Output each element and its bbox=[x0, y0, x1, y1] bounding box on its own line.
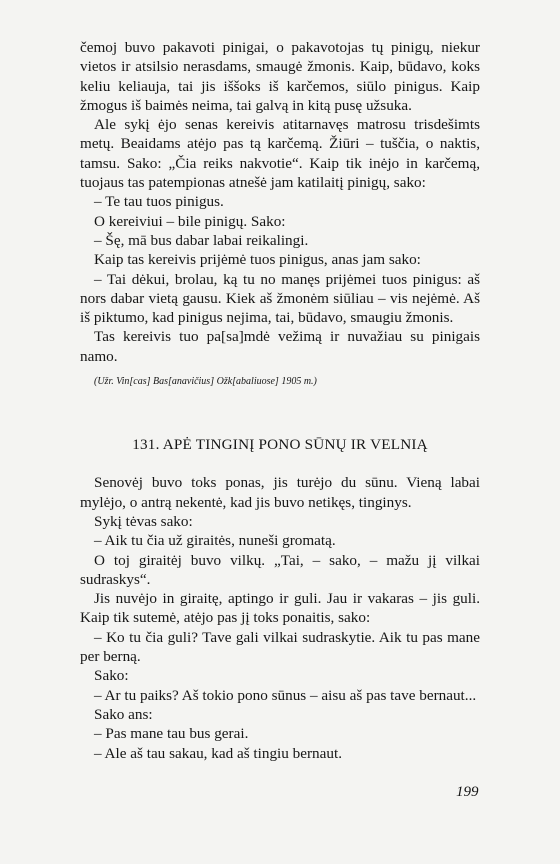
page-number: 199 bbox=[456, 784, 479, 800]
source-note: (Užr. Vin[cas] Bas[anavičius] Ožk[abaliuose] 1905 m.) bbox=[94, 376, 317, 388]
paragraph: – Ko tu čia guli? Tave gali vilkai sudraskytie. Aik tu pas mane per berną. bbox=[80, 628, 480, 666]
paragraph: – Tai dėkui, brolau, ką tu no manęs prijėmei tuos pinigus: aš nors dabar vietą gausu. Kiek aš žmonėm siūliau – vis nejėmė. Aš iš piktumo, kad pinigus nejima, tai, būdavo, smaugiu žmonis. bbox=[80, 270, 480, 327]
paragraph: O kereiviui – bile pinigų. Sako: bbox=[94, 212, 286, 230]
paragraph: – Ar tu paiks? Aš tokio pono sūnus – aisu aš pas tave bernaut... bbox=[94, 686, 477, 704]
paragraph: Senovėj buvo toks ponas, jis turėjo du sūnu. Vieną labai mylėjo, o antrą nekentė, kad jis buvo netikęs, tinginys. bbox=[80, 474, 480, 511]
paragraph: – Te tau tuos pinigus. bbox=[94, 193, 224, 211]
page-text bbox=[80, 38, 480, 763]
paragraph: čemoj buvo pakavoti pinigai, o pakavotojas tų pinigų, niekur vietos ir atsilsio nerasdams, smaugė žmonis. Kaip, būdavo, koks keliu keliauja, tai jis iššoks iš karčemos, siūlo pinigus. Kaip žmogus iš baimės neima, tai galvą in kitą pusę užsuka. bbox=[80, 39, 480, 114]
paragraph: – Šę, mā bus dabar labai reikalingi. bbox=[94, 231, 309, 249]
story-title: 131. APĖ TINGINĮ PONO SŪNŲ IR VELNIĄ bbox=[132, 436, 428, 454]
paragraph: Tas kereivis tuo pa[sa]mdė vežimą ir nuvažiau su pinigais namo. bbox=[80, 328, 480, 365]
story-130-ending bbox=[80, 38, 480, 366]
paragraph: Sako: bbox=[94, 667, 129, 685]
paragraph: Jis nuvėjo in giraitę, aptingo ir guli. Jau ir vakaras – jis guli. Kaip tik sutemė, atėjo pas jį toks ponaitis, sako: bbox=[80, 590, 480, 627]
paragraph: Ale sykį ėjo senas kereivis atitarnavęs matrosu trisdešimts metų. Beaidams atėjo pas tą karčemą. Žiūri – tuščia, o naktis, tamsu. Sako: „Čia reiks nakvotie“. Kaip tik inėjo in karčemą, tuojaus tas patempionas atnešė jam katilaitį pinigų, sako: bbox=[80, 116, 480, 192]
paragraph: – Aik tu čia už giraitės, nuneši gromatą. bbox=[94, 532, 336, 550]
paragraph: Sykį tėvas sako: bbox=[94, 512, 193, 530]
paragraph: O toj giraitėj buvo vilkų. „Tai, – sako, – mažu jį vilkai sudraskys“. bbox=[80, 551, 480, 588]
paragraph: – Ale aš tau sakau, kad aš tingiu bernaut. bbox=[94, 744, 342, 762]
paragraph: Kaip tas kereivis prijėmė tuos pinigus, anas jam sako: bbox=[94, 251, 421, 269]
paragraph: Sako ans: bbox=[94, 705, 153, 723]
paragraph: – Pas mane tau bus gerai. bbox=[94, 725, 249, 743]
story-131-text bbox=[80, 473, 480, 762]
